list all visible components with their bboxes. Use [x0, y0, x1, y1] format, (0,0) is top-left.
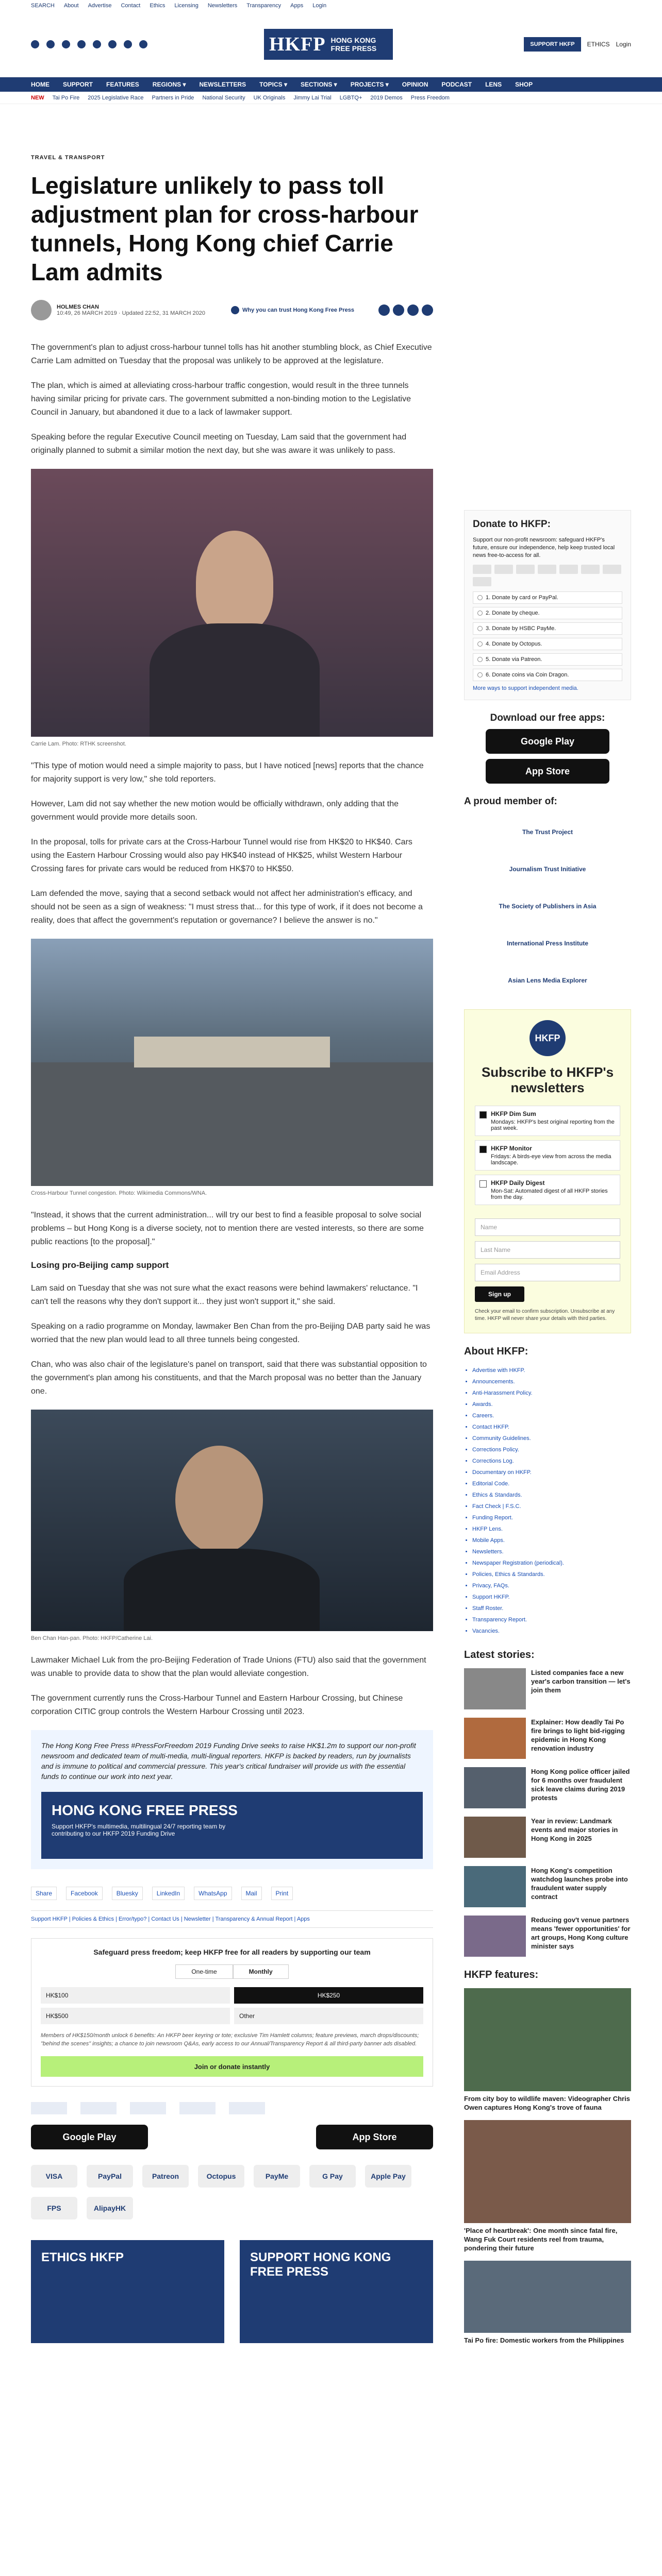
newsletter-box — [464, 1009, 631, 1333]
visa-icon — [494, 565, 513, 574]
share-whatsapp[interactable]: WhatsApp — [194, 1887, 231, 1900]
paragraph: The plan, which is aimed at alleviating cross-harbour traffic congestion, would result in the three tunnels having similar pricing for private cars. The government submitted a non-binding motion to the Legislative Council in January, but abandoned it due to a lack of lawmaker support. — [31, 381, 411, 417]
about-link[interactable]: • Support HKFP. — [472, 1591, 631, 1603]
radio-icon — [477, 672, 483, 677]
email-share-icon[interactable] — [422, 304, 433, 316]
trending-item[interactable]: Tai Po Fire — [52, 94, 80, 101]
article-footer-links[interactable]: Support HKFP | Policies & Ethics | Error/typo? | Contact Us | Newsletter | Transparency & Annual Report | Apps — [31, 1910, 433, 1928]
hkfp-features — [464, 1969, 631, 2345]
about-link[interactable]: • Policies, Ethics & Standards. — [472, 1569, 631, 1580]
paragraph: Speaking on a radio programme on Monday, lawmaker Ben Chan from the pro-Beijing DAB party said he was worried that the new plan would lead to all three tunnels being congested. — [31, 1322, 431, 1344]
donate-option-label: 1. Donate by card or PayPal. — [486, 595, 558, 601]
donate-option[interactable] — [473, 607, 622, 619]
nav-support[interactable]: SUPPORT — [63, 81, 93, 88]
photo-caption: Carrie Lam. Photo: RTHK screenshot. — [31, 741, 127, 747]
logo-subtitle: HONG KONG FREE PRESS — [330, 36, 377, 53]
support-hkfp-button[interactable]: SUPPORT HKFP — [524, 37, 581, 52]
social-icons — [31, 40, 147, 48]
trending-item[interactable]: National Security — [202, 94, 245, 101]
amount-option-selected[interactable]: HK$250 — [234, 1987, 423, 2004]
donate-option-label: 3. Donate by HSBC PayMe. — [486, 625, 556, 632]
youtube-icon[interactable] — [93, 40, 101, 48]
fps-icon: FPS — [31, 2197, 77, 2219]
nav-podcast[interactable]: PODCAST — [441, 81, 472, 88]
donate-amounts — [41, 1987, 423, 2024]
rss-icon[interactable] — [139, 40, 147, 48]
share-linkedin[interactable]: LinkedIn — [152, 1887, 185, 1900]
app-store-badge[interactable] — [486, 759, 609, 784]
checkbox-checked-icon[interactable] — [479, 1111, 487, 1118]
donate-button[interactable]: Join or donate instantly — [41, 2056, 423, 2077]
feature-thumbnail — [464, 2261, 631, 2333]
login-link[interactable]: Login — [616, 41, 631, 48]
google-play-label: Google Play — [62, 2131, 117, 2142]
donate-option-label: 4. Donate by Octopus. — [486, 641, 542, 647]
trust-project-logo[interactable]: The Trust Project — [522, 828, 573, 836]
x-share-icon[interactable] — [393, 304, 404, 316]
top-link-licensing[interactable]: Licensing — [174, 3, 198, 9]
top-utility-bar — [0, 0, 662, 11]
jti-logo[interactable]: Journalism Trust Initiative — [509, 866, 586, 873]
first-name-input[interactable]: Name — [475, 1218, 620, 1236]
hkfp-badge: HKFP — [529, 1020, 566, 1056]
google-play-label: Google Play — [520, 736, 575, 747]
checkbox-checked-icon[interactable] — [479, 1146, 487, 1153]
article-body — [31, 341, 433, 1719]
banner-title: HONG KONG FREE PRESS — [52, 1802, 238, 1818]
carrie-lam-photo — [31, 469, 433, 737]
story-thumbnail — [464, 1767, 526, 1808]
about-link[interactable]: • Vacancies. — [472, 1625, 631, 1637]
payme-icon: PayMe — [254, 2165, 300, 2188]
features-title: HKFP features: — [464, 1969, 539, 1980]
story-item[interactable] — [464, 1817, 631, 1858]
ethics-promo[interactable]: ETHICS HKFP — [31, 2240, 224, 2343]
ben-chan-photo — [31, 1410, 433, 1631]
linkedin-icon[interactable] — [108, 40, 117, 48]
header-actions — [524, 37, 631, 52]
google-play-badge[interactable] — [486, 729, 609, 754]
trending-item[interactable]: Partners in Pride — [152, 94, 194, 101]
share-facebook[interactable]: Facebook — [66, 1887, 103, 1900]
portrait-figure — [196, 531, 273, 634]
story-title: Hong Kong police officer jailed for 6 months over fraudulent sick leave claims during 2019 protests — [531, 1768, 630, 1802]
tunnel-congestion-photo — [31, 939, 433, 1186]
proud-member-box — [464, 796, 631, 997]
asian-lens-logo[interactable] — [229, 2102, 265, 2114]
nav-lens[interactable]: LENS — [485, 81, 502, 88]
article-main — [31, 155, 433, 2343]
mastercard-icon — [473, 565, 491, 574]
about-link[interactable]: • Contact HKFP. — [472, 1421, 631, 1433]
donate-option-label: 6. Donate coins via Coin Dragon. — [486, 672, 569, 678]
paragraph: Lawmaker Michael Luk from the pro-Beijing Federation of Trade Unions (FTU) also said that the government was unable to provide data to show that the plan would alleviate congestion. — [31, 1656, 426, 1678]
paragraph: "Instead, it shows that the current administration... will try our best to find a feasible proposal to solve social problems – but Hong Kong is a diverse society, not to mention there are vested interests, so there are some public reactions [to the proposal]." — [31, 1211, 424, 1246]
donate-title: Donate to HKFP: — [473, 519, 551, 530]
newsletter-desc: Mondays: HKFP's best original reporting from the past week. — [491, 1119, 615, 1131]
paragraph: The government's plan to adjust cross-harbour tunnel tolls has hit another stumbling block, as Chief Executive Carrie Lam admitted on Tuesday that the proposal was unlikely to be approved at the legislature. — [31, 343, 432, 365]
photo-caption: Cross-Harbour Tunnel congestion. Photo: Wikimedia Commons/WNA. — [31, 1190, 207, 1196]
funding-banner[interactable] — [41, 1792, 423, 1859]
newsletter-name: HKFP Monitor — [491, 1145, 532, 1152]
x-icon[interactable] — [46, 40, 55, 48]
applepay-icon — [581, 565, 600, 574]
newsletter-title: Subscribe to HKFP's newsletters — [481, 1064, 614, 1095]
story-thumbnail — [464, 1916, 526, 1957]
nav-home[interactable]: HOME — [31, 81, 49, 88]
donate-option[interactable] — [473, 638, 622, 650]
trust-link[interactable] — [231, 306, 354, 314]
about-link[interactable]: • Community Guidelines. — [472, 1433, 631, 1444]
radio-icon — [477, 657, 483, 662]
about-link[interactable]: • Newspaper Registration (periodical). — [472, 1557, 631, 1569]
donate-widget — [31, 1938, 433, 2087]
member-logos-row — [31, 2102, 433, 2114]
donate-frequency-tabs — [41, 1964, 423, 1979]
paragraph: Lam defended the move, saying that a second setback would not affect her administration's efficacy, and should not be seen as a sign of weakness: "I must stress that... for this type of work, if it does not become a reality, does that affect the government's reputation or governance? I believe the answer is no." — [31, 889, 423, 925]
story-title: Explainer: How deadly Tai Po fire brings to light bid-rigging epidemic in Hong Kong renovation industry — [531, 1718, 625, 1752]
about-link[interactable]: • Ethics & Standards. — [472, 1489, 631, 1501]
spacer — [475, 1209, 620, 1218]
about-link[interactable]: • Privacy, FAQs. — [472, 1580, 631, 1591]
donate-option[interactable] — [473, 622, 622, 635]
nav-shop[interactable]: SHOP — [515, 81, 533, 88]
ipi-logo[interactable] — [179, 2102, 216, 2114]
donate-text: Support our non-profit newsroom: safeguard HKFP's future, ensure our independence, help keep trusted local news free-to-access for all. — [473, 537, 615, 558]
story-item[interactable] — [464, 1718, 631, 1759]
paragraph: Chan, who was also chair of the legislature's panel on transport, said that there was substantial opposition to the government's plan among his constituents, and that the March proposal was no better than the January one. — [31, 1360, 427, 1396]
top-link-apps[interactable]: Apps — [290, 3, 304, 9]
donate-option[interactable] — [473, 591, 622, 604]
top-link-contact[interactable]: Contact — [121, 3, 141, 9]
subheading: Losing pro-Beijing camp support — [31, 1260, 169, 1270]
author-name[interactable]: HOLMES CHAN — [57, 304, 99, 310]
amount-option-other[interactable]: Other — [234, 2008, 423, 2024]
newsletter-name: HKFP Daily Digest — [491, 1179, 545, 1187]
hkfp-logo[interactable] — [264, 29, 393, 60]
banner-subtitle: Support HKFP's multimedia, multilingual 24/7 reporting team by contributing to our HKFP 2019 Funding Drive — [52, 1823, 226, 1837]
visa-icon: VISA — [31, 2165, 77, 2188]
about-list — [464, 1365, 631, 1637]
story-title: Listed companies face a new year's carbon transition — let's join them — [531, 1669, 631, 1694]
unionpay-icon — [538, 565, 556, 574]
asian-lens-logo[interactable]: Asian Lens Media Explorer — [508, 977, 587, 984]
newsletter-option[interactable] — [475, 1175, 620, 1205]
paypal-icon — [559, 565, 578, 574]
trust-label: Why you can trust Hong Kong Free Press — [242, 307, 354, 313]
share-print[interactable]: Print — [271, 1887, 293, 1900]
radio-icon — [477, 641, 483, 647]
author-avatar — [31, 300, 52, 320]
about-link[interactable]: • Corrections Policy. — [472, 1444, 631, 1455]
threads-icon[interactable] — [77, 40, 86, 48]
gpay-icon: G Pay — [309, 2165, 356, 2188]
story-item[interactable] — [464, 1916, 631, 1957]
ethics-link[interactable]: ETHICS — [587, 41, 610, 48]
article-dates: 10:49, 26 MARCH 2019 · Updated 22:52, 31 MARCH 2020 — [57, 310, 205, 316]
tab-one-time[interactable]: One-time — [175, 1964, 233, 1979]
donate-option[interactable] — [473, 653, 622, 666]
newsletter-name: HKFP Dim Sum — [491, 1110, 536, 1117]
photo-caption: Ben Chan Han-pan. Photo: HKFP/Catherine Lai. — [31, 1635, 153, 1641]
app-store-label: App Store — [525, 766, 570, 776]
about-link[interactable]: • Newsletters. — [472, 1546, 631, 1557]
sidebar — [464, 510, 631, 2353]
support-promo[interactable]: SUPPORT HONG KONG FREE PRESS — [240, 2240, 433, 2343]
signup-button[interactable]: Sign up — [475, 1286, 524, 1302]
member-logos — [464, 816, 631, 997]
facebook-icon[interactable] — [31, 40, 39, 48]
about-box — [464, 1346, 631, 1637]
applepay-icon: Apple Pay — [365, 2165, 411, 2188]
membership-note: Members of HK$150/month unlock 6 benefits: An HKFP beer keyring or tote; exclusive Tim Hamlett columns; feature previews, march drops/discounts; "behind the scenes" insights; a chance to join newsroom Q&As, early access to our Annual/Transparency Report & all third-party banner ads disabled. — [41, 2032, 419, 2047]
nav-sections[interactable]: SECTIONS ▾ — [300, 81, 337, 88]
tab-monthly[interactable]: Monthly — [233, 1964, 289, 1979]
newsletter-desc: Fridays: A birds-eye view from across the media landscape. — [491, 1154, 611, 1166]
logo-wordmark: HKFP — [269, 33, 326, 55]
donate-option-label: 2. Donate by cheque. — [486, 610, 540, 616]
site-header — [0, 0, 662, 77]
latest-title: Latest stories: — [464, 1649, 535, 1660]
about-link[interactable]: • Fact Check | F.S.C. — [472, 1501, 631, 1512]
nav-opinion[interactable]: OPINION — [402, 81, 428, 88]
portrait-figure — [175, 1446, 263, 1554]
amount-option[interactable]: HK$100 — [41, 1987, 230, 2004]
about-link[interactable]: • Funding Report. — [472, 1512, 631, 1523]
about-link[interactable]: • Corrections Log. — [472, 1455, 631, 1467]
trending-item[interactable]: 2019 Demos — [370, 94, 403, 101]
paypal-icon: PayPal — [87, 2165, 133, 2188]
trending-bar — [0, 92, 662, 104]
nav-newsletters[interactable]: NEWSLETTERS — [199, 81, 246, 88]
alipay-icon: AlipayHK — [87, 2197, 133, 2219]
feature-item[interactable] — [464, 2261, 631, 2345]
story-item[interactable] — [464, 1866, 631, 1907]
about-title: About HKFP: — [464, 1346, 528, 1357]
more-ways-link[interactable]: More ways to support independent media. — [473, 685, 578, 691]
byline — [31, 300, 433, 320]
trending-item[interactable]: Press Freedom — [410, 94, 450, 101]
newsletter-desc: Mon-Sat: Automated digest of all HKFP stories from the day. — [491, 1188, 608, 1200]
facebook-share-icon[interactable] — [378, 304, 390, 316]
top-link-about[interactable]: About — [63, 3, 79, 9]
feature-thumbnail — [464, 2120, 631, 2223]
nav-topics[interactable]: TOPICS ▾ — [259, 81, 287, 88]
app-store-badge[interactable] — [316, 2125, 433, 2149]
payment-icons — [473, 565, 622, 586]
story-item[interactable] — [464, 1668, 631, 1709]
about-link[interactable]: • Announcements. — [472, 1376, 631, 1387]
about-link[interactable]: • Careers. — [472, 1410, 631, 1421]
about-link[interactable]: • Documentary on HKFP. — [472, 1467, 631, 1478]
trending-item[interactable]: Jimmy Lai Trial — [293, 94, 332, 101]
trending-item[interactable]: UK Originals — [253, 94, 286, 101]
sopa-logo[interactable]: The Society of Publishers in Asia — [499, 903, 597, 910]
radio-icon — [477, 611, 483, 616]
story-thumbnail — [464, 1817, 526, 1858]
nav-projects[interactable]: PROJECTS ▾ — [350, 81, 389, 88]
share-button[interactable]: Share — [31, 1887, 57, 1900]
whatsapp-share-icon[interactable] — [407, 304, 419, 316]
trust-icon — [231, 306, 239, 314]
radio-icon — [477, 626, 483, 631]
app-store-label: App Store — [352, 2131, 397, 2142]
story-item[interactable] — [464, 1767, 631, 1808]
funding-drive-box — [31, 1730, 433, 1869]
donate-widget-heading: Safeguard press freedom; keep HKFP free for all readers by supporting our team — [93, 1948, 371, 1956]
amount-option[interactable]: HK$500 — [41, 2008, 230, 2024]
feature-title: From city boy to wildlife maven: Videographer Chris Owen captures Hong Kong's trove of fauna — [464, 2095, 630, 2111]
apps-box — [464, 713, 631, 784]
about-link[interactable]: • Staff Roster. — [472, 1603, 631, 1614]
apps-title: Download our free apps: — [490, 713, 605, 723]
nav-regions[interactable]: REGIONS ▾ — [152, 81, 186, 88]
about-link[interactable]: • Anti-Harassment Policy. — [472, 1387, 631, 1399]
paragraph: Speaking before the regular Executive Council meeting on Tuesday, Lam said that the government had originally planned to submit a similar motion the next day, but she was aware it was unlikely to pass. — [31, 433, 407, 455]
paragraph: However, Lam did not say whether the new motion would be officially withdrawn, only adding that the government would provide more details soon. — [31, 800, 399, 822]
newsletter-option[interactable] — [475, 1106, 620, 1136]
about-link[interactable]: • Advertise with HKFP. — [472, 1365, 631, 1376]
paragraph: The government currently runs the Cross-Harbour Tunnel and Eastern Harbour Crossing, but Chinese corporation CITIC group controls the Western Harbour Crossing until 2023. — [31, 1694, 403, 1716]
top-link-newsletters[interactable]: Newsletters — [207, 3, 238, 9]
story-thumbnail — [464, 1866, 526, 1907]
app-badges — [31, 2125, 433, 2149]
tunnel-portal — [134, 1037, 330, 1067]
octopus-icon — [473, 577, 491, 586]
instagram-icon[interactable] — [62, 40, 70, 48]
newsletter-option[interactable] — [475, 1140, 620, 1171]
donate-option-label: 5. Donate via Patreon. — [486, 656, 542, 663]
donate-option[interactable] — [473, 669, 622, 681]
paragraph: In the proposal, tolls for private cars at the Cross-Harbour Tunnel would rise from HK$20 to HK$40. Cars using the Eastern Harbour Crossing would also pay HK$40 instead of HK$25, whilst Western Harbour Crossing fares for private cars would be reduced from HK$70 to HK$50. — [31, 838, 412, 873]
top-link-advertise[interactable]: Advertise — [88, 3, 112, 9]
trending-item[interactable]: 2025 Legislative Race — [88, 94, 144, 101]
about-link[interactable]: • Transparency Report. — [472, 1614, 631, 1625]
about-link[interactable]: • Mobile Apps. — [472, 1535, 631, 1546]
share-bluesky[interactable]: Bluesky — [112, 1887, 143, 1900]
top-link-ethics[interactable]: Ethics — [150, 3, 166, 9]
patreon-icon: Patreon — [142, 2165, 189, 2188]
share-bar — [31, 1887, 433, 1900]
sopa-logo[interactable] — [130, 2102, 166, 2114]
payment-methods — [31, 2165, 433, 2219]
main-nav — [0, 77, 662, 92]
donate-box — [464, 510, 631, 700]
top-link-transparency[interactable]: Transparency — [246, 3, 282, 9]
paragraph: Lam said on Tuesday that she was not sure what the exact reasons were behind lawmakers' reluctance. "I can't tell the reasons why they don't support it... they just won't support it," she said. — [31, 1284, 418, 1306]
paragraph: "This type of motion would need a simple majority to pass, but I have noticed [news] reports that the chance for majority support is very low," she told reporters. — [31, 761, 424, 784]
trust-project-logo[interactable] — [31, 2102, 67, 2114]
latest-stories — [464, 1649, 631, 1957]
feature-thumbnail — [464, 1988, 631, 2091]
share-mail[interactable]: Mail — [241, 1887, 262, 1900]
ipi-logo[interactable]: International Press Institute — [506, 940, 589, 947]
google-play-badge[interactable] — [31, 2125, 148, 2149]
about-link[interactable]: • Editorial Code. — [472, 1478, 631, 1489]
proud-title: A proud member of: — [464, 796, 557, 807]
article-section[interactable]: TRAVEL & TRANSPORT — [31, 155, 105, 161]
last-name-input[interactable]: Last Name — [475, 1241, 620, 1259]
email-input[interactable]: Email Address — [475, 1264, 620, 1281]
nav-features[interactable]: FEATURES — [106, 81, 139, 88]
top-link-search[interactable]: SEARCH — [31, 3, 55, 9]
amex-icon — [516, 565, 535, 574]
story-title: Year in review: Landmark events and major stories in Hong Kong in 2025 — [531, 1817, 618, 1842]
octopus-icon: Octopus — [198, 2165, 244, 2188]
gpay-icon — [603, 565, 621, 574]
road-area — [31, 1062, 433, 1186]
new-badge: NEW — [31, 94, 44, 101]
trending-item[interactable]: LGBTQ+ — [339, 94, 362, 101]
portrait-body — [124, 1549, 320, 1631]
top-link-login[interactable]: Login — [312, 3, 327, 9]
story-thumbnail — [464, 1668, 526, 1709]
story-title: Hong Kong's competition watchdog launches probe into fraudulent water supply contract — [531, 1867, 628, 1901]
portrait-body — [150, 623, 320, 737]
story-title: Reducing gov't venue partners means 'fewer opportunities' for art groups, Hong Kong culture minister says — [531, 1916, 631, 1950]
jti-logo[interactable] — [80, 2102, 117, 2114]
article-title: Legislature unlikely to pass toll adjustment plan for cross-harbour tunnels, Hong Kong chief Carrie Lam admits — [31, 172, 419, 285]
newsletter-note: Check your email to confirm subscription. Unsubscribe at any time. HKFP will never share your details with third parties. — [475, 1309, 615, 1321]
radio-icon — [477, 595, 483, 600]
bottom-promos — [31, 2240, 433, 2343]
about-link[interactable]: • HKFP Lens. — [472, 1523, 631, 1535]
about-link[interactable]: • Awards. — [472, 1399, 631, 1410]
feature-item[interactable] — [464, 1988, 631, 2112]
checkbox-icon[interactable] — [479, 1180, 487, 1188]
feature-item[interactable] — [464, 2120, 631, 2252]
funding-text: The Hong Kong Free Press #PressForFreedom 2019 Funding Drive seeks to raise HK$1.2m to support our non-profit newsroom and dedicated team of multi-media, multi-lingual reporters. HKFP is backed by readers, run by journalists and is immune to political and commercial pressure. This year's critical fundraiser will provide us with the essential funds to continue our work into next year. — [41, 1741, 416, 1781]
telegram-icon[interactable] — [124, 40, 132, 48]
feature-title: Tai Po fire: Domestic workers from the Philippines — [464, 2336, 624, 2344]
feature-title: 'Place of heartbreak': One month since fatal fire, Wang Fuk Court residents reel from trauma, pondering their future — [464, 2227, 618, 2252]
share-icons — [378, 304, 433, 316]
story-thumbnail — [464, 1718, 526, 1759]
